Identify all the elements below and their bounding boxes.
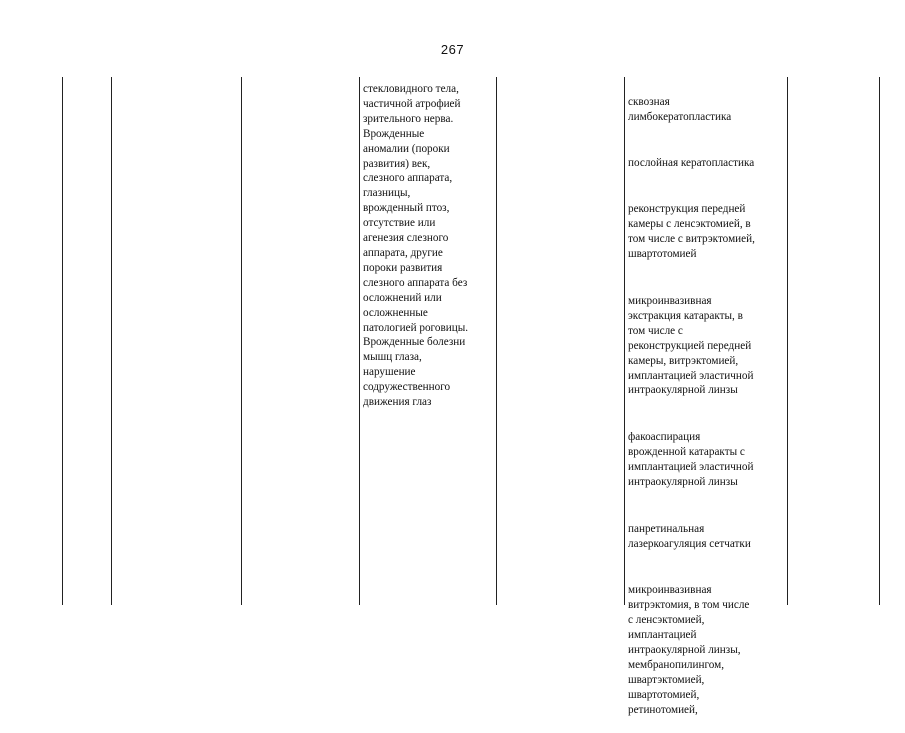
column-border <box>879 77 880 605</box>
column-border <box>787 77 788 605</box>
method-item: сквозная лимбокератопластика <box>628 95 732 123</box>
method-item: реконструкция передней камеры с ленсэктомией, в том числе с витрэктомией, швартотомией <box>628 203 755 261</box>
column-border <box>62 77 63 605</box>
method-item: факоаспирация врожденной катаракты с имплантацией эластичной интраокулярной линзы <box>628 431 754 488</box>
treatment-methods-cell <box>628 80 784 733</box>
method-item: микроинвазивная витрэктомия, в том числе с ленсэктомией, имплантацией интраокулярной линзы, мембранопилингом, швартэктомией, швартотомией, ретинотомией, <box>628 584 750 716</box>
method-item: микроинвазивная экстракция катаракты, в том числе с реконструкцией передней камеры, витрэктомией, имплантацией эластичной интраокулярной линзы <box>628 294 754 397</box>
column-border <box>241 77 242 605</box>
column-border <box>111 77 112 605</box>
diagnosis-cell: стекловидного тела, частичной атрофией зрительного нерва. Врожденные аномалии (пороки развития) век, слезного аппарата, глазницы, врожденный птоз, отсутствие или агенезия слезного аппарата, другие пороки развития слезного аппарата без осложнений или осложненные патологией роговицы. Врожденные болезни мышц глаза, нарушение содружественного движения глаз <box>363 83 469 409</box>
column-border <box>624 77 625 605</box>
column-border <box>496 77 497 605</box>
page-number: 267 <box>440 42 465 57</box>
column-border <box>359 77 360 605</box>
method-item: панретинальная лазеркоагуляция сетчатки <box>628 522 751 550</box>
method-item: послойная кератопластика <box>628 156 755 169</box>
